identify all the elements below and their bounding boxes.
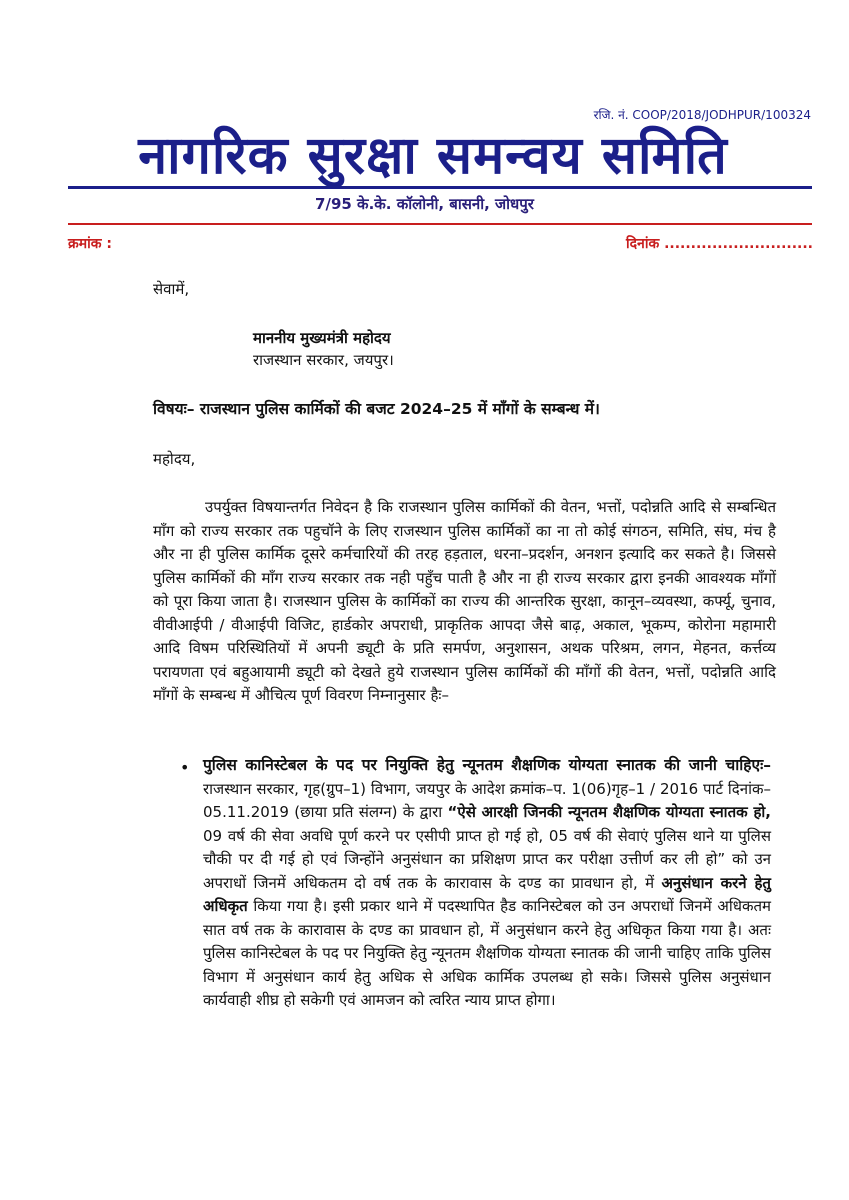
bullet-heading: पुलिस कानिस्टेबल के पद पर नियुक्ति हेतु न्यूनतम शैक्षणिक योग्यता स्नातक की जानी चाहिएः– xyxy=(203,756,771,774)
addressee-title: माननीय मुख्यमंत्री महोदय xyxy=(253,329,391,347)
bullet-point xyxy=(203,754,771,1013)
bullet-text-3: किया गया है। इसी प्रकार थाने में पदस्थापित हैड कानिस्टेबल को उन अपराधों जिनमें अधिकतम सात वर्ष तक के कारावास के दण्ड का प्रावधान हो, में अनुसंधान करने हेतु अधिकृत किया गया है। अतः पुलिस कानिस्टेबल के पद पर नियुक्ति हेतु न्यूनतम शैक्षणिक योग्यता स्नातक की जानी चाहिए ताकि पुलिस विभाग में अनुसंधान कार्य हेतु अधिक से अधिक कार्मिक उपलब्ध हो सके। जिससे पुलिस अनुसंधान कार्यवाही शीघ्र हो सकेगी एवं आमजन को त्वरित न्याय प्राप्त होगा। xyxy=(203,897,771,1009)
organization-address: 7/95 के.के. कॉलोनी, बासनी, जोधपुर xyxy=(315,195,534,213)
header-divider-blue xyxy=(68,186,812,189)
salutation: सेवामें, xyxy=(153,280,190,298)
bullet-text-1: राजस्थान सरकार, गृह(ग्रुप–1) विभाग, जयपुर के आदेश क्रमांक–प. 1(06)गृह–1 / 2016 पार्ट दिनांक–05.11.2019 (छाया प्रति संलग्न) के द्वारा xyxy=(203,779,771,821)
letter-subject: विषयः– राजस्थान पुलिस कार्मिकों की बजट 2024–25 में माँगों के सम्बन्ध में। xyxy=(153,400,600,418)
reference-number-label: क्रमांक : xyxy=(68,236,112,252)
registration-number: रजि. नं. COOP/2018/JODHPUR/100324 xyxy=(593,108,811,122)
bullet-text-2: 09 वर्ष की सेवा अवधि पूर्ण करने पर एसीपी प्राप्त हो गई हो, 05 वर्ष की सेवाएं पुलिस थाने या पुलिस चौकी पर दी गई हो एवं जिन्होंने अनुसंधान का प्रशिक्षण प्राप्त कर परीक्षा उत्तीर्ण कर ली हो” को उन अपराधों जिनमें अधिकतम दो वर्ष तक के कारावास के दण्ड का प्रावधान हो, में xyxy=(203,826,771,892)
bullet-emphasis: अनुसंधान करने हेतु अधिकृत xyxy=(203,873,771,915)
header-divider-red xyxy=(68,223,812,225)
organization-name: नागरिक सुरक्षा समन्वय समिति xyxy=(138,126,728,186)
bullet-quote: “ऐसे आरक्षी जिनकी न्यूनतम शैक्षणिक योग्यता स्नातक हो, xyxy=(447,803,771,821)
body-paragraph: उपर्युक्त विषयान्तर्गत निवेदन है कि राजस्थान पुलिस कार्मिकों की वेतन, भत्तों, पदोन्नति आदि से सम्बन्धित माँग को राज्य सरकार तक पहुचॉने के लिए राजस्थान पुलिस कार्मिकों का ना तो कोई संगठन, समिति, संघ, मंच है और ना ही पुलिस कार्मिक दूसरे कर्मचारियों की तरह हड़ताल, धरना–प्रदर्शन, अनशन इत्यादि कर सकते है। जिससे पुलिस कार्मिकों की माँग राज्य सरकार तक नही पहुँच पाती है और ना ही राज्य सरकार द्वारा इनकी आवश्यक माँगों को पूरा किया जाता है। राजस्थान पुलिस के कार्मिकों का राज्य की आन्तरिक सुरक्षा, कानून–व्यवस्था, कर्फ्यू, चुनाव, वीवीआईपी / वीआईपी विजिट, हार्डकोर अपराधी, प्राकृतिक आपदा जैसे बाढ़, अकाल, भूकम्प, कोरोना महामारी आदि विषम परिस्थितियों में अपनी ड्यूटी के प्रति समर्पण, अनुशासन, अथक परिश्रम, लगन, मेहनत, कर्त्तव्य परायणता एवं बहुआयामी ड्यूटी को देखते हुये राजस्थान पुलिस कार्मिकों की माँगों की वेतन, भत्तों, पदोन्नति आदि माँगों के सम्बन्ध में औचित्य पूर्ण विवरण निम्नानुसार हैः– xyxy=(153,498,776,704)
addressee-office: राजस्थान सरकार, जयपुर। xyxy=(253,351,394,369)
bullet-icon: • xyxy=(180,758,190,777)
date-label: दिनांक ............................ xyxy=(626,236,813,252)
greeting: महोदय, xyxy=(153,450,196,468)
